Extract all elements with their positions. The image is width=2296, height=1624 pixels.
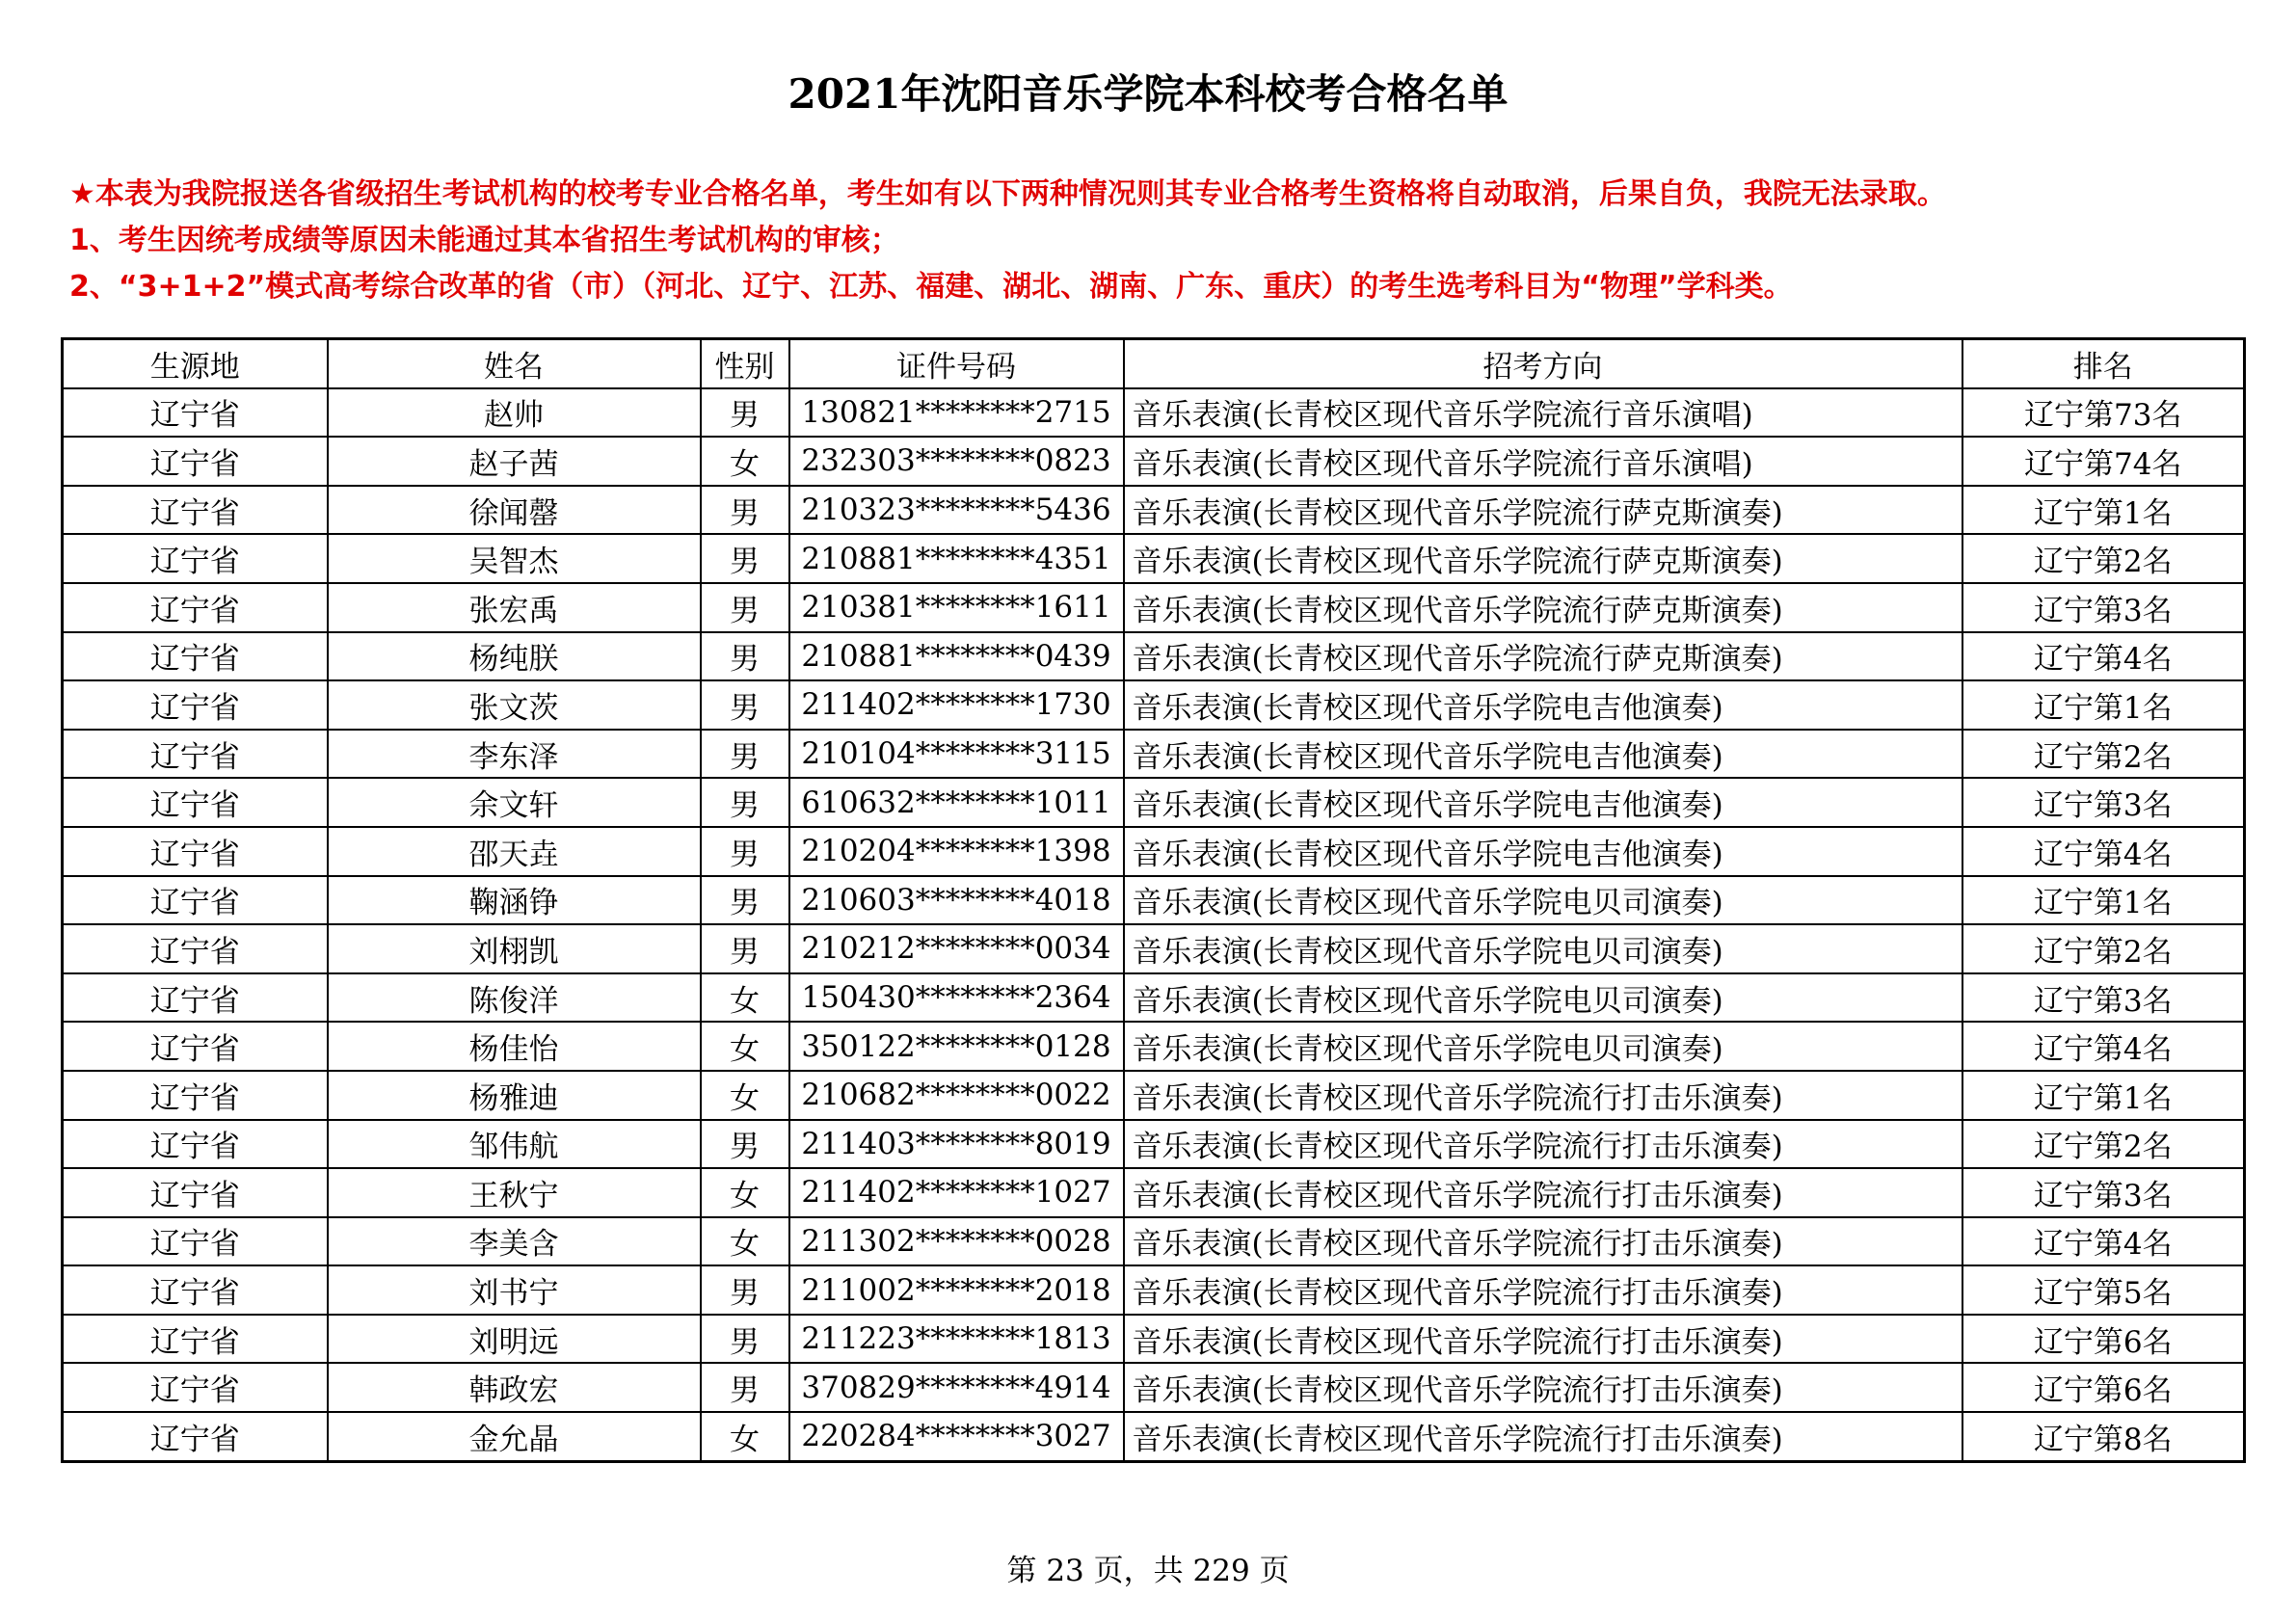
cell-id-number: 210212********0034	[789, 924, 1124, 973]
page-title: 2021年沈阳音乐学院本科校考合格名单	[788, 70, 1508, 118]
cell-id-number: 150430********2364	[789, 973, 1124, 1023]
cell-origin: 辽宁省	[63, 1120, 328, 1169]
cell-origin: 辽宁省	[63, 1022, 328, 1071]
table-row	[63, 1315, 2245, 1364]
table-row	[63, 730, 2245, 779]
table-row	[63, 583, 2245, 632]
cell-id-number: 211403********8019	[789, 1120, 1124, 1169]
cell-gender: 女	[701, 1412, 789, 1461]
cell-origin: 辽宁省	[63, 1071, 328, 1120]
table-row	[63, 1412, 2245, 1461]
cell-id-number: 211223********1813	[789, 1315, 1124, 1364]
notice-line-warning: ★本表为我院报送各省级招生考试机构的校考专业合格名单，考生如有以下两种情况则其专业合格考生资格将自动取消，后果自负，我院无法录取。	[69, 177, 1946, 211]
cell-gender: 女	[701, 973, 789, 1023]
cell-direction: 音乐表演(长青校区现代音乐学院流行萨克斯演奏)	[1124, 583, 1962, 632]
cell-origin: 辽宁省	[63, 632, 328, 681]
cell-gender: 男	[701, 486, 789, 535]
cell-rank: 辽宁第3名	[1962, 583, 2245, 632]
table-row	[63, 486, 2245, 535]
cell-name: 杨纯朕	[328, 632, 701, 681]
cell-name: 鞠涵铮	[328, 876, 701, 925]
cell-name: 刘栩凯	[328, 924, 701, 973]
cell-gender: 男	[701, 1363, 789, 1412]
table-row	[63, 876, 2245, 925]
cell-id-number: 350122********0128	[789, 1022, 1124, 1071]
cell-name: 赵子茜	[328, 437, 701, 486]
cell-name: 赵帅	[328, 388, 701, 438]
cell-rank: 辽宁第5名	[1962, 1265, 2245, 1315]
cell-origin: 辽宁省	[63, 730, 328, 779]
cell-origin: 辽宁省	[63, 680, 328, 730]
cell-gender: 男	[701, 827, 789, 876]
cell-gender: 女	[701, 437, 789, 486]
cell-origin: 辽宁省	[63, 1363, 328, 1412]
table-row	[63, 1120, 2245, 1169]
cell-origin: 辽宁省	[63, 924, 328, 973]
table-row	[63, 1168, 2245, 1217]
cell-origin: 辽宁省	[63, 534, 328, 583]
table-row	[63, 778, 2245, 827]
header-name: 姓名	[328, 339, 701, 388]
cell-origin: 辽宁省	[63, 1315, 328, 1364]
cell-gender: 女	[701, 1168, 789, 1217]
table-row	[63, 680, 2245, 730]
cell-direction: 音乐表演(长青校区现代音乐学院流行打击乐演奏)	[1124, 1168, 1962, 1217]
cell-gender: 男	[701, 1315, 789, 1364]
cell-rank: 辽宁第2名	[1962, 1120, 2245, 1169]
cell-rank: 辽宁第6名	[1962, 1363, 2245, 1412]
table-row	[63, 632, 2245, 681]
cell-gender: 男	[701, 730, 789, 779]
cell-gender: 女	[701, 1217, 789, 1266]
table-row	[63, 924, 2245, 973]
header-direction: 招考方向	[1124, 339, 1962, 388]
qualified-list-table	[61, 337, 2246, 1463]
cell-origin: 辽宁省	[63, 583, 328, 632]
notice-block	[69, 172, 2267, 310]
cell-id-number: 211002********2018	[789, 1265, 1124, 1315]
table-row	[63, 1022, 2245, 1071]
cell-id-number: 210881********4351	[789, 534, 1124, 583]
cell-id-number: 210204********1398	[789, 827, 1124, 876]
cell-id-number: 211402********1730	[789, 680, 1124, 730]
cell-rank: 辽宁第74名	[1962, 437, 2245, 486]
cell-direction: 音乐表演(长青校区现代音乐学院电吉他演奏)	[1124, 778, 1962, 827]
cell-origin: 辽宁省	[63, 827, 328, 876]
table-row	[63, 973, 2245, 1023]
cell-gender: 男	[701, 632, 789, 681]
cell-rank: 辽宁第3名	[1962, 973, 2245, 1023]
cell-id-number: 210323********5436	[789, 486, 1124, 535]
cell-direction: 音乐表演(长青校区现代音乐学院电吉他演奏)	[1124, 730, 1962, 779]
cell-id-number: 211402********1027	[789, 1168, 1124, 1217]
header-origin: 生源地	[63, 339, 328, 388]
cell-gender: 男	[701, 876, 789, 925]
header-gender: 性别	[701, 339, 789, 388]
cell-origin: 辽宁省	[63, 973, 328, 1023]
cell-id-number: 210381********1611	[789, 583, 1124, 632]
table-row	[63, 437, 2245, 486]
cell-gender: 男	[701, 583, 789, 632]
table-header-row	[63, 339, 2245, 388]
cell-origin: 辽宁省	[63, 1217, 328, 1266]
cell-name: 杨佳怡	[328, 1022, 701, 1071]
cell-id-number: 210104********3115	[789, 730, 1124, 779]
cell-gender: 男	[701, 388, 789, 438]
cell-gender: 男	[701, 778, 789, 827]
cell-gender: 男	[701, 680, 789, 730]
cell-id-number: 220284********3027	[789, 1412, 1124, 1461]
cell-rank: 辽宁第2名	[1962, 730, 2245, 779]
cell-gender: 男	[701, 1120, 789, 1169]
cell-rank: 辽宁第2名	[1962, 924, 2245, 973]
cell-rank: 辽宁第73名	[1962, 388, 2245, 438]
cell-name: 刘明远	[328, 1315, 701, 1364]
cell-rank: 辽宁第1名	[1962, 486, 2245, 535]
cell-direction: 音乐表演(长青校区现代音乐学院电贝司演奏)	[1124, 924, 1962, 973]
notice-line-condition-1: 1、考生因统考成绩等原因未能通过其本省招生考试机构的审核；	[69, 224, 899, 257]
cell-direction: 音乐表演(长青校区现代音乐学院流行萨克斯演奏)	[1124, 632, 1962, 681]
cell-direction: 音乐表演(长青校区现代音乐学院流行音乐演唱)	[1124, 437, 1962, 486]
cell-direction: 音乐表演(长青校区现代音乐学院电贝司演奏)	[1124, 1022, 1962, 1071]
page-footer: 第 23 页，共 229 页	[1006, 1554, 1290, 1588]
cell-direction: 音乐表演(长青校区现代音乐学院电贝司演奏)	[1124, 973, 1962, 1023]
cell-gender: 男	[701, 534, 789, 583]
header-id-number: 证件号码	[789, 339, 1124, 388]
cell-direction: 音乐表演(长青校区现代音乐学院流行萨克斯演奏)	[1124, 534, 1962, 583]
cell-id-number: 210603********4018	[789, 876, 1124, 925]
table-row	[63, 534, 2245, 583]
cell-name: 陈俊洋	[328, 973, 701, 1023]
cell-name: 金允晶	[328, 1412, 701, 1461]
cell-name: 杨雅迪	[328, 1071, 701, 1120]
cell-rank: 辽宁第8名	[1962, 1412, 2245, 1461]
cell-direction: 音乐表演(长青校区现代音乐学院流行打击乐演奏)	[1124, 1412, 1962, 1461]
cell-name: 邹伟航	[328, 1120, 701, 1169]
cell-name: 刘书宁	[328, 1265, 701, 1315]
cell-name: 余文轩	[328, 778, 701, 827]
cell-rank: 辽宁第4名	[1962, 632, 2245, 681]
cell-rank: 辽宁第4名	[1962, 1022, 2245, 1071]
cell-direction: 音乐表演(长青校区现代音乐学院电吉他演奏)	[1124, 827, 1962, 876]
table-row	[63, 827, 2245, 876]
cell-id-number: 610632********1011	[789, 778, 1124, 827]
cell-direction: 音乐表演(长青校区现代音乐学院流行萨克斯演奏)	[1124, 486, 1962, 535]
cell-direction: 音乐表演(长青校区现代音乐学院流行音乐演唱)	[1124, 388, 1962, 438]
cell-origin: 辽宁省	[63, 778, 328, 827]
cell-direction: 音乐表演(长青校区现代音乐学院流行打击乐演奏)	[1124, 1120, 1962, 1169]
cell-origin: 辽宁省	[63, 1412, 328, 1461]
cell-rank: 辽宁第2名	[1962, 534, 2245, 583]
cell-id-number: 211302********0028	[789, 1217, 1124, 1266]
cell-id-number: 210881********0439	[789, 632, 1124, 681]
cell-origin: 辽宁省	[63, 388, 328, 438]
cell-gender: 男	[701, 924, 789, 973]
cell-name: 李美含	[328, 1217, 701, 1266]
cell-direction: 音乐表演(长青校区现代音乐学院流行打击乐演奏)	[1124, 1265, 1962, 1315]
cell-direction: 音乐表演(长青校区现代音乐学院电吉他演奏)	[1124, 680, 1962, 730]
cell-name: 张文茨	[328, 680, 701, 730]
cell-rank: 辽宁第1名	[1962, 876, 2245, 925]
cell-origin: 辽宁省	[63, 1168, 328, 1217]
cell-rank: 辽宁第1名	[1962, 1071, 2245, 1120]
cell-name: 张宏禹	[328, 583, 701, 632]
notice-line-condition-2: 2、“3+1+2”模式高考综合改革的省（市）（河北、辽宁、江苏、福建、湖北、湖南、广东、重庆）的考生选考科目为“物理”学科类。	[69, 270, 1793, 304]
cell-name: 邵天垚	[328, 827, 701, 876]
cell-origin: 辽宁省	[63, 486, 328, 535]
table-body	[63, 388, 2245, 1462]
table-row	[63, 1071, 2245, 1120]
cell-rank: 辽宁第4名	[1962, 1217, 2245, 1266]
cell-origin: 辽宁省	[63, 1265, 328, 1315]
header-rank: 排名	[1962, 339, 2245, 388]
cell-direction: 音乐表演(长青校区现代音乐学院流行打击乐演奏)	[1124, 1363, 1962, 1412]
table-row	[63, 388, 2245, 438]
cell-origin: 辽宁省	[63, 876, 328, 925]
cell-name: 李东泽	[328, 730, 701, 779]
cell-gender: 男	[701, 1265, 789, 1315]
cell-id-number: 232303********0823	[789, 437, 1124, 486]
cell-gender: 女	[701, 1022, 789, 1071]
cell-direction: 音乐表演(长青校区现代音乐学院电贝司演奏)	[1124, 876, 1962, 925]
table-row	[63, 1265, 2245, 1315]
cell-gender: 女	[701, 1071, 789, 1120]
cell-id-number: 210682********0022	[789, 1071, 1124, 1120]
cell-direction: 音乐表演(长青校区现代音乐学院流行打击乐演奏)	[1124, 1315, 1962, 1364]
cell-direction: 音乐表演(长青校区现代音乐学院流行打击乐演奏)	[1124, 1071, 1962, 1120]
table-row	[63, 1363, 2245, 1412]
cell-direction: 音乐表演(长青校区现代音乐学院流行打击乐演奏)	[1124, 1217, 1962, 1266]
cell-id-number: 130821********2715	[789, 388, 1124, 438]
cell-name: 韩政宏	[328, 1363, 701, 1412]
cell-name: 王秋宁	[328, 1168, 701, 1217]
cell-rank: 辽宁第4名	[1962, 827, 2245, 876]
cell-rank: 辽宁第3名	[1962, 1168, 2245, 1217]
cell-origin: 辽宁省	[63, 437, 328, 486]
cell-rank: 辽宁第3名	[1962, 778, 2245, 827]
cell-name: 吴智杰	[328, 534, 701, 583]
cell-name: 徐闻罄	[328, 486, 701, 535]
cell-id-number: 370829********4914	[789, 1363, 1124, 1412]
table-row	[63, 1217, 2245, 1266]
cell-rank: 辽宁第1名	[1962, 680, 2245, 730]
cell-rank: 辽宁第6名	[1962, 1315, 2245, 1364]
